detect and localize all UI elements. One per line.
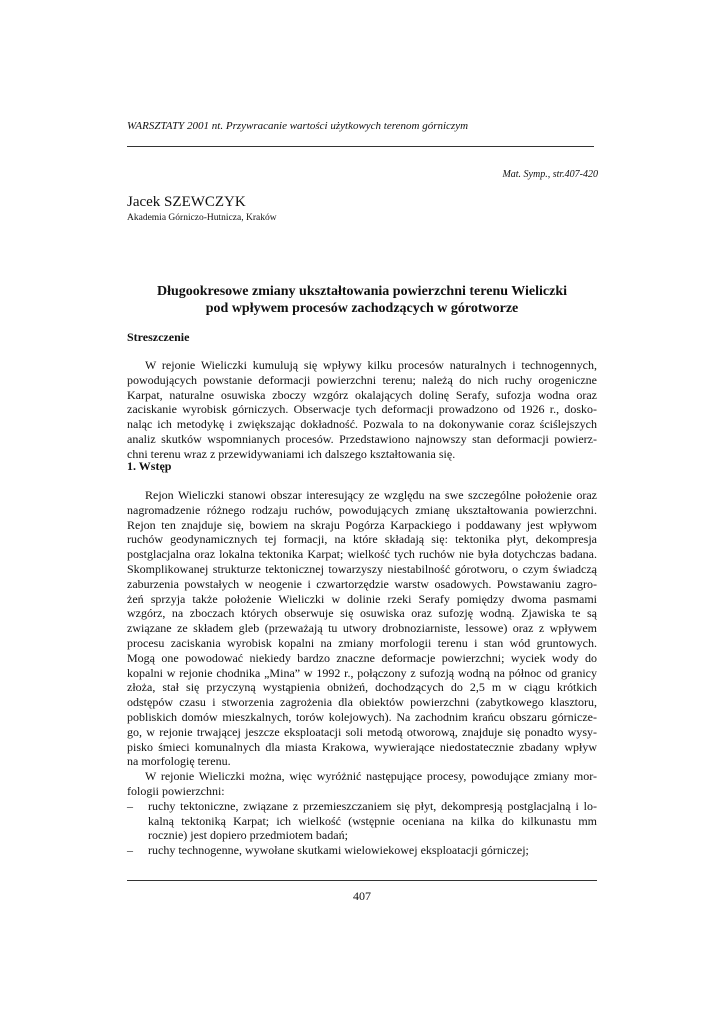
text-line: Mogą one powodować niekiedy bardzo znaczne deformacje powierzchni; wyciek wody do xyxy=(127,650,597,665)
bullet-dash: – xyxy=(127,843,133,858)
text-line: zaciskanie wyrobisk górniczych. Obserwacje tych deformacji prowadzono od 1926 r., dosko- xyxy=(127,402,597,417)
title-line-2: pod wpływem procesów zachodzących w górotworze xyxy=(205,301,519,316)
section-heading-1: 1. Wstęp xyxy=(127,459,172,473)
text-line: Rejon ten znajduje się, bowiem na skraju Pogórza Karpackiego i poddawany jest wpływom xyxy=(127,517,597,532)
footer-rule xyxy=(127,880,597,881)
text-line: Karpat, naturalne osuwiska zboczy wzgórz okalających dolinę Serafy, sufozja wodna oraz xyxy=(127,387,597,402)
text-line: kopalni w rejonie chodnika „Mina” w 1992 r., połączony z sufozją wodną na północ od granicy xyxy=(127,665,597,680)
text-line: Skomplikowanej strukturze tektonicznej towarzyszy niestabilność górotworu, o czym świadczą xyxy=(127,561,597,576)
text-line: go, w rejonie trwającej jeszcze eksploatacji soli metodą otworową, znajduje się ponadto wysy- xyxy=(127,724,597,739)
bullet-dash: – xyxy=(127,798,133,813)
title-line-1: Długookresowe zmiany ukształtowania powierzchni terenu Wieliczki xyxy=(156,284,567,299)
text-line: nagromadzenie różnego rodzaju ruchów, powodujących zmianę ukształtowania powierzchni. xyxy=(127,502,597,517)
text-line: analiz skutków wspomnianych procesów. Przedstawiono najnowszy stan deformacji powierz- xyxy=(127,431,597,446)
abstract-heading: Streszczenie xyxy=(127,330,190,344)
list-item xyxy=(127,799,597,814)
text-line: ruchy technogenne, wywołane skutkami wielowiekowej eksploatacji górniczej; xyxy=(148,843,529,858)
text-line: złoża, stał się przyczyną wystąpienia obniżeń, dochodzących do 2,5 m w ciągu krótkich xyxy=(127,680,597,695)
running-header: WARSZTATY 2001 nt. Przywracanie wartości użytkowych terenom górniczym xyxy=(127,120,469,132)
text-line: na morfologię terenu. xyxy=(127,754,231,769)
citation-reference: Mat. Symp., str.407-420 xyxy=(502,169,598,180)
paper-title xyxy=(127,283,597,317)
text-line: fologii powierzchni: xyxy=(127,783,225,798)
author-affiliation: Akademia Górniczo-Hutnicza, Kraków xyxy=(127,213,277,223)
author-name: Jacek SZEWCZYK xyxy=(127,194,246,210)
section-1-body xyxy=(127,488,597,858)
abstract-body xyxy=(127,358,597,462)
header-rule xyxy=(127,146,594,147)
text-line: rocznie) jest dopiero przedmiotem badań; xyxy=(148,828,348,843)
text-line: procesu zaciskania wyrobisk kopalni na zmiany morfologii terenu i stan wód gruntowych. xyxy=(127,635,597,650)
page-number: 407 xyxy=(353,889,371,903)
text-line: zaburzenia powstałych w neogenie i czwartorzędzie warstw osadowych. Powstawaniu zagro- xyxy=(127,576,597,591)
text-line: naląc ich metodykę i zwiększając dokładność. Pozwala to na dokonywanie coraz ściślejszych xyxy=(127,417,597,432)
text-line: kalną tektoniką Karpat; ich wielkość (wstępnie oceniana na kilka do kilkunastu mm xyxy=(148,813,597,828)
text-line: związane ze składem gleb (przeważają tu utwory drobnoziarniste, lessowe) oraz z wpływem xyxy=(127,621,597,636)
text-line: W rejonie Wieliczki można, więc wyróżnić następujące procesy, powodujące zmiany mor- xyxy=(145,769,597,784)
text-line: pisko śmieci komunalnych dla miasta Krakowa, wywierające niedostatecznie zbadany wpływ xyxy=(127,739,597,754)
text-line: ruchy tektoniczne, związane z przemieszczaniem się płyt, dekompresją postglacjalną i lo- xyxy=(148,798,597,813)
text-line: postglacjalna oraz lokalna tektonika Karpat; wielkość tych ruchów nie była dotychczas badana. xyxy=(127,547,597,562)
text-line: odstępów czasu i stworzenia zagrożenia dla obiektów powierzchni (zabytkowego klasztoru, xyxy=(127,695,597,710)
text-line: chni terenu wraz z przewidywaniami ich dalszego kształtowania się. xyxy=(127,446,456,461)
text-line: Rejon Wieliczki stanowi obszar interesujący ze względu na swe szczególne położenie oraz xyxy=(145,488,597,502)
text-line: wzgórz, na zboczach których obserwuje się osuwiska oraz sufozję wodną. Zjawiska te są xyxy=(127,606,597,621)
text-line: W rejonie Wieliczki kumulują się wpływy kilku procesów naturalnych i technogennych, xyxy=(145,358,597,372)
text-line: pobliskich domów mieszkalnych, torów kolejowych). Na zachodnim krańcu obszaru górnicze- xyxy=(127,709,597,724)
text-line: żeń sprzyja także położenie Wieliczki w dolinie rzeki Serafy pomiędzy dwoma pasmami xyxy=(127,591,597,606)
text-line: ruchów geodynamicznych tej formacji, na które składają się: tektonika płyt, dekompresja xyxy=(127,532,597,547)
list-item xyxy=(127,843,597,858)
text-line: powodujących powstanie deformacji powierzchni terenu; należą do nich ruchy orogeniczne xyxy=(127,372,597,387)
